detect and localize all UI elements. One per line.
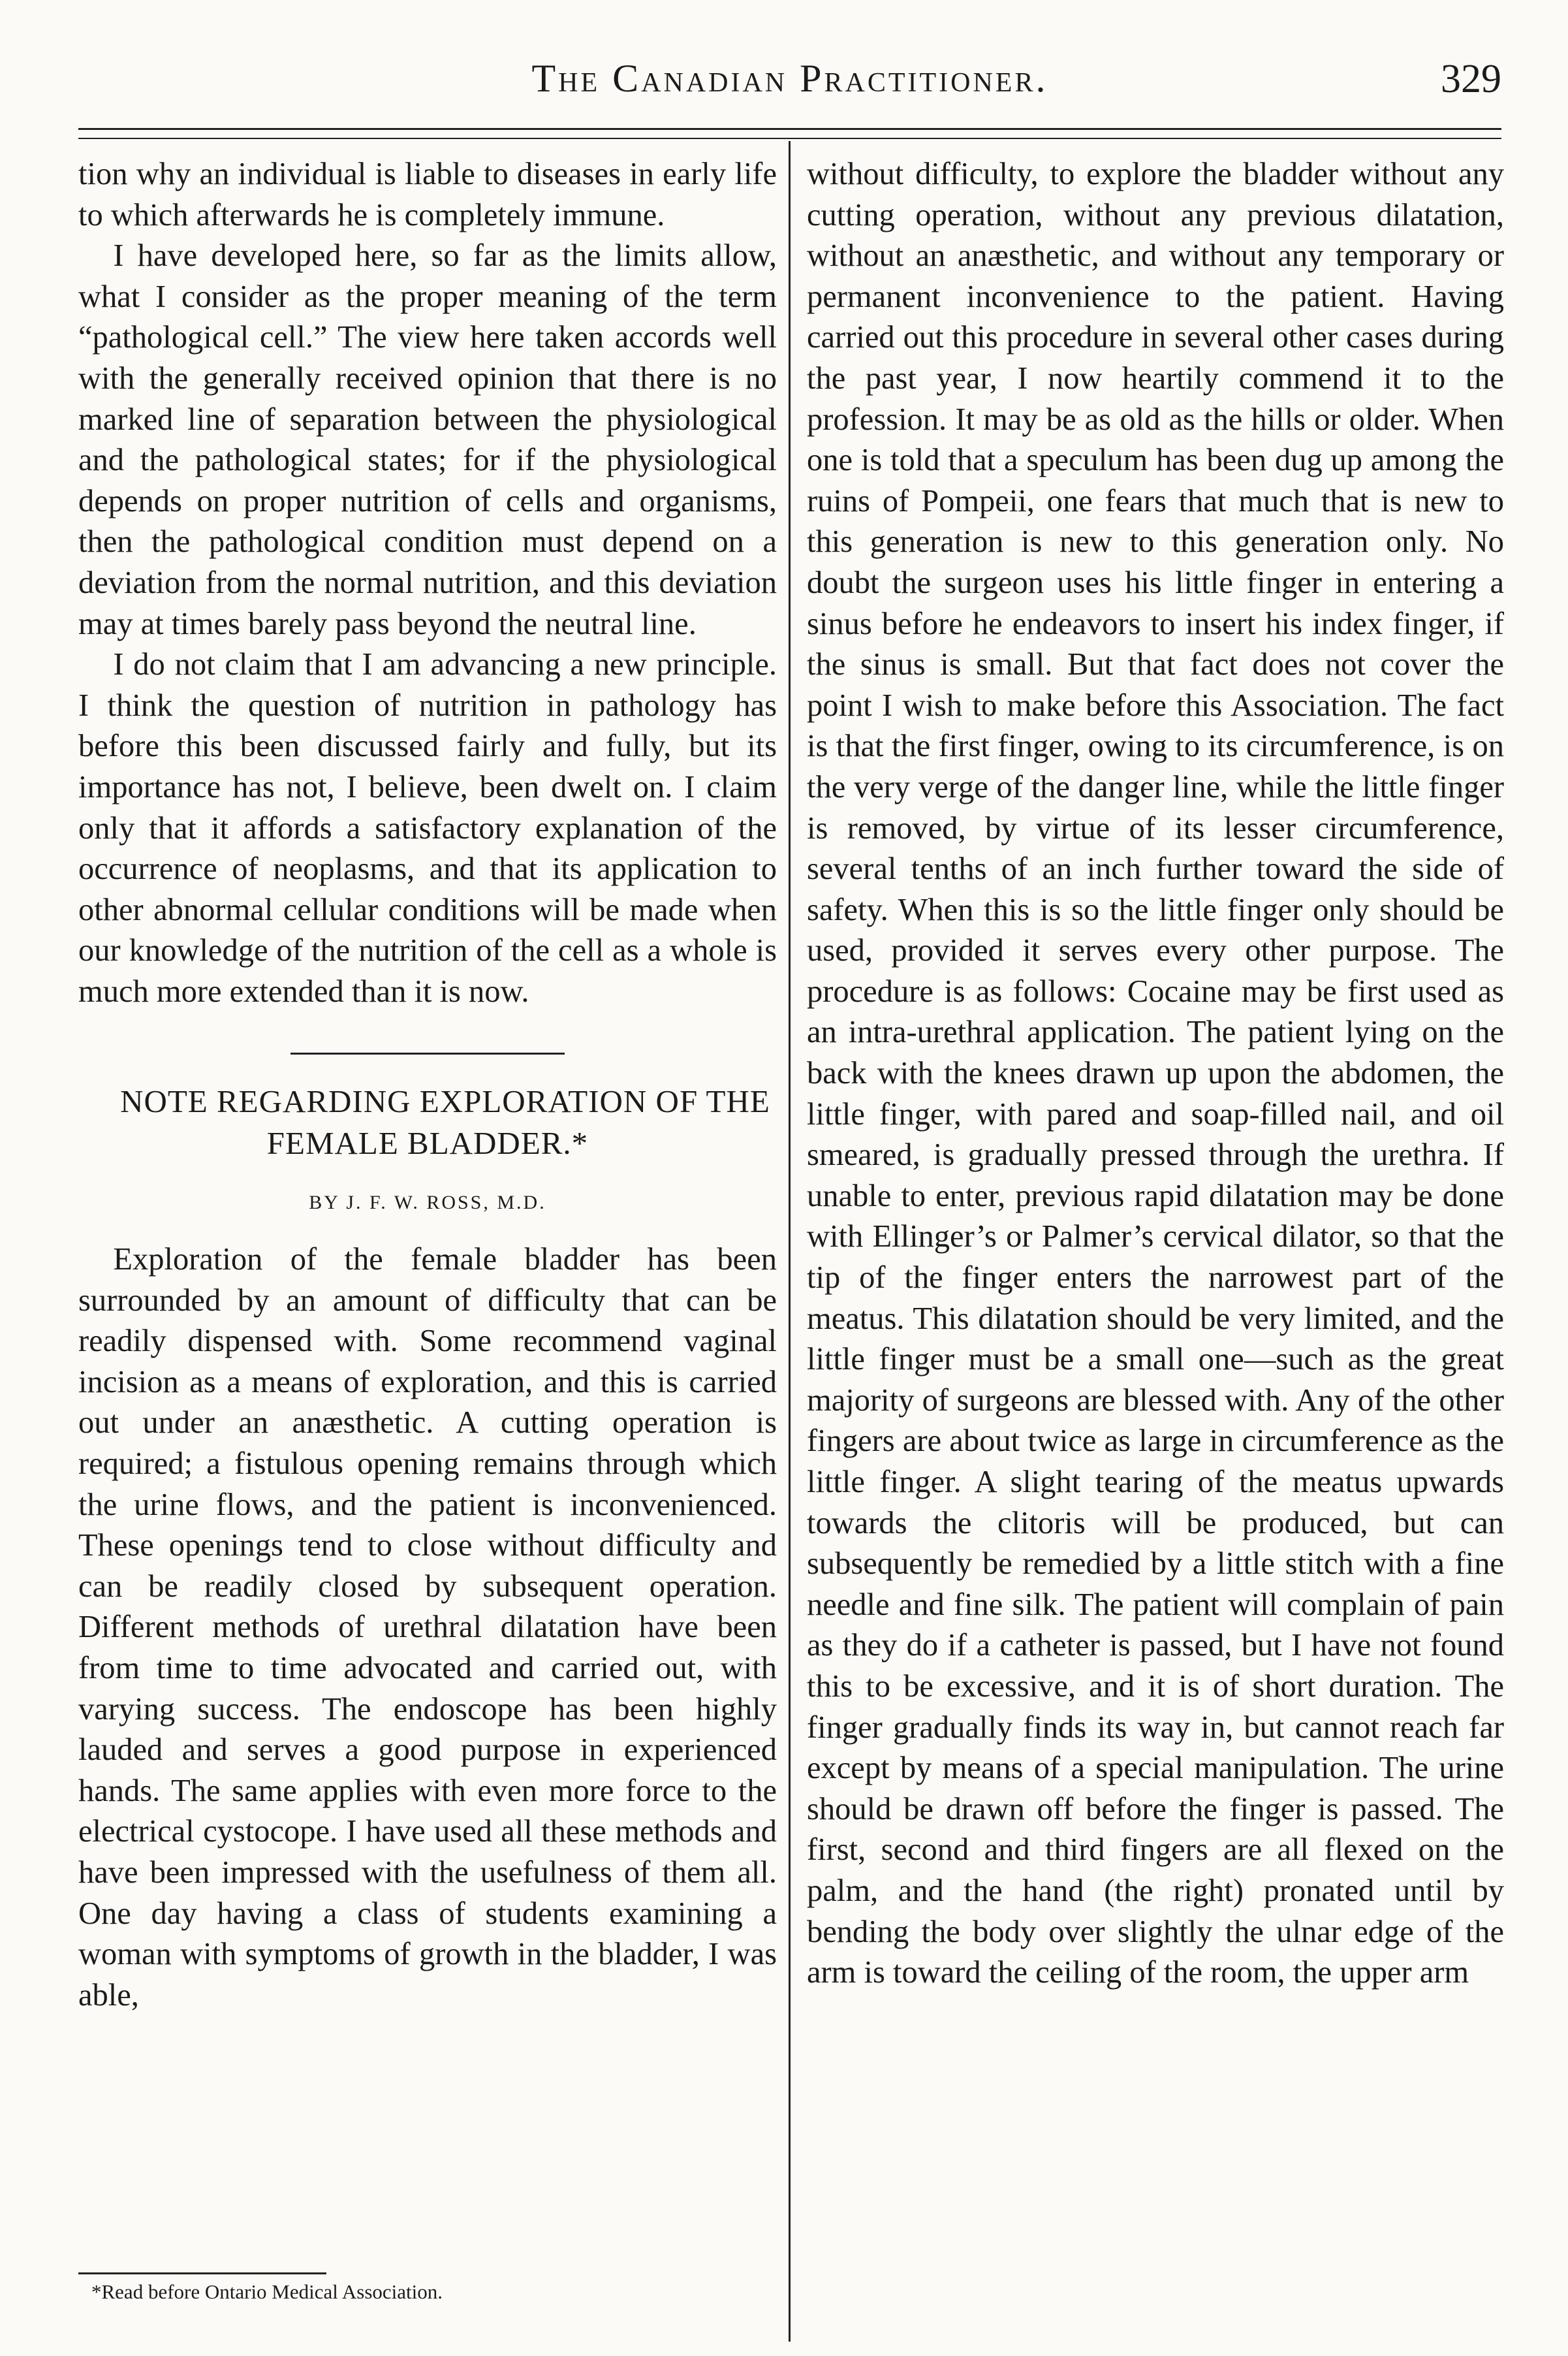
paragraph: tion why an individual is liable to diseases in early life to which afterwards he is completely immune. (78, 157, 777, 232)
footnote: *Read before Ontario Medical Association. (91, 2280, 443, 2303)
paragraph: I do not claim that I am advancing a new principle. I think the question of nutrition in pathology has before this been discussed fairly and fully, but its importance has not, I believe, been dwelt on. I claim only that it affords a satisfactory explanation of the occurrence of neoplasms, and that its application to other abnormal cellular conditions will be made when our knowledge of the nutrition of the cell as a whole is much more extended than it is now. (78, 647, 777, 1009)
article-title: NOTE REGARDING EXPLORATION OF THE FEMALE BLADDER.* (120, 1083, 770, 1162)
page-header (78, 50, 1501, 115)
left-column (78, 154, 777, 2016)
column-divider (789, 141, 791, 2342)
paragraph: without difficulty, to explore the bladder without any cutting operation, without any previous dilatation, without an anæsthetic, and without any temporary or permanent inconvenience to the patient. Having carried out this procedure in several other cases during the past year, I now heartily commend it to the profession. It may be as old as the hills or older. When one is told that a speculum has been dug up among the ruins of Pompeii, one fears that much that is new to this generation is new to this generation only. No doubt the surgeon uses his little finger in entering a sinus before he endeavors to insert his index finger, if the sinus is small. But that fact does not cover the point I wish to make before this Association. The fact is that the first finger, owing to its circumference, is on the very verge of the danger line, while the little finger is removed, by virtue of its lesser circumference, several tenths of an inch further toward the side of safety. When this is so the little finger only should be used, provided it serves every other purpose. The procedure is as follows: Cocaine may be first used as an intra-urethral application. The patient lying on the back with the knees drawn up upon the abdomen, the little finger, with pared and soap-filled nail, and oil smeared, is gradually pressed through the urethra. If unable to enter, previous rapid dilatation may be done with Ellinger’s or Palmer’s cervical dilator, so that the tip of the finger enters the narrowest part of the meatus. This dilatation should be very limited, and the little finger must be a small one—such as the great majority of surgeons are blessed with. Any of the other fingers are about twice as large in circumference as the little finger. A slight tearing of the meatus upwards towards the clitoris will be produced, but can subsequently be remedied by a little stitch with a fine needle and fine silk. The patient will complain of pain as they do if a catheter is passed, but I have not found this to be excessive, and it is of short duration. The finger gradually finds its way in, but cannot reach far except by means of a special manipulation. The urine should be drawn off before the finger is passed. The first, second and third fingers are all flexed on the palm, and the hand (the right) pronated until by bending the body over slightly the ulnar edge of the arm is toward the ceiling of the room, the upper arm (807, 157, 1504, 1990)
right-column (807, 154, 1504, 1994)
page-number: 329 (1441, 57, 1501, 101)
journal-title: The Canadian Practitioner. (531, 57, 1048, 100)
paragraph: I have developed here, so far as the limits allow, what I consider as the proper meaning of the term “pathological cell.” The view here taken accords well with the generally received opinion that there is no marked line of separation between the physiological and the pathological states; for if the physiological depends on proper nutrition of cells and organisms, then the pathological condition must depend on a deviation from the normal nutrition, and this deviation may at times barely pass beyond the neutral line. (78, 238, 777, 641)
paragraph: Exploration of the female bladder has been surrounded by an amount of difficulty that can be readily dispensed with. Some recommend vaginal incision as a means of exploration, and this is carried out under an anæsthetic. A cutting operation is required; a fistulous opening remains through which the urine flows, and the patient is inconvenienced. These openings tend to close without difficulty and can be readily closed by subsequent operation. Different methods of urethral dilatation have been from time to time advocated and carried out, with varying success. The endoscope has been highly lauded and serves a good purpose in experienced hands. The same applies with even more force to the electrical cystocope. I have used all these methods and have been impressed with the usefulness of them all. One day having a class of students examining a woman with symptoms of growth in the bladder, I was able, (78, 1242, 777, 2013)
header-rule (78, 128, 1501, 139)
byline: BY J. F. W. ROSS, M.D. (309, 1192, 546, 1214)
section-divider (290, 1053, 565, 1055)
footnote-rule (78, 2272, 326, 2274)
